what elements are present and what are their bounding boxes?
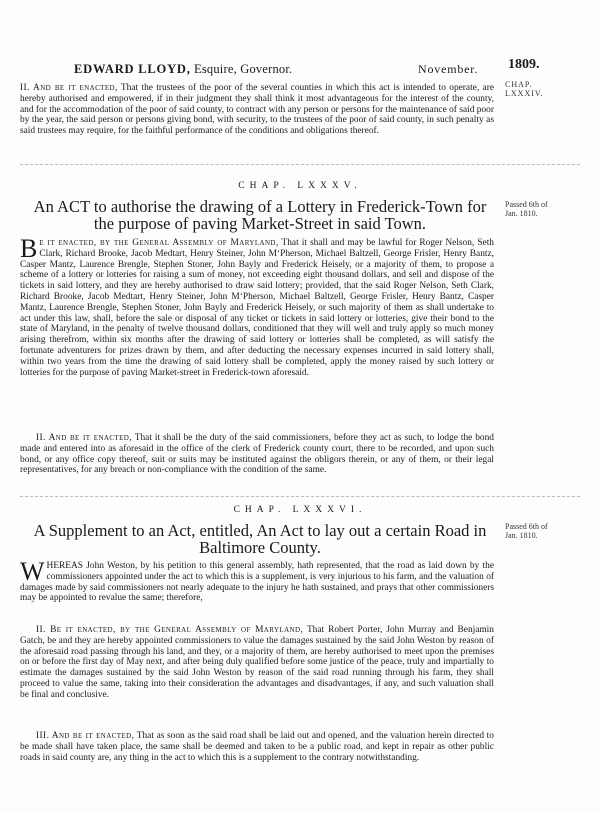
chapter-heading-76: CHAP. LXXXVI. bbox=[233, 505, 367, 515]
section-lead: III. And be it enacted, bbox=[36, 731, 135, 741]
margin-passed-75: Passed 6th of Jan. 1810. bbox=[505, 200, 548, 218]
chap-75-section-1 bbox=[20, 234, 494, 378]
chap-76-section-1 bbox=[20, 557, 494, 604]
governor-title: Esquire, Governor. bbox=[190, 62, 293, 76]
section-text: That it shall be the duty of the said commissioners, before they act as such, to lodge the bond made and entered into as aforesaid in the office of the clerk of Frederick county court, there to be recorded, and upon such bond, or any office copy thereof, suit or suits may be instituted against the obligors therein, or any of them, or their legal representatives, for any breach or non-compliance with the condition of the same. bbox=[20, 433, 494, 476]
section-lead: II. And be it enacted, bbox=[20, 83, 118, 93]
chap-76-section-2 bbox=[20, 625, 494, 701]
section-text: That as soon as the said road shall be laid out and opened, and the valuation herein directed to be made shall have taken place, the same shall be deemed and taken to be a public road, and kept in repair as other public roads in said county are, any thing in the act to which this is a supplement to the contrary notwithstanding. bbox=[20, 731, 494, 763]
section-divider bbox=[20, 164, 580, 165]
section-text: HEREAS John Weston, by his petition to this general assembly, hath represented, that the road as laid down by the commissioners appointed under the act to which this is a supplement, is very injurious to his farm, and the valuation of damages made by said commissioners not nearly adequate to the injury he hath sustained, and prays that other commissioners may be appointed to revalue the same; therefore, bbox=[20, 561, 494, 604]
drop-cap: B bbox=[20, 234, 38, 263]
section-lead: II. Be it enacted, by the General Assembly of Maryland, bbox=[36, 625, 304, 635]
section-divider bbox=[20, 496, 580, 497]
governor-name: EDWARD LLOYD, bbox=[74, 62, 191, 76]
section-lead: II. And be it enacted, bbox=[36, 433, 132, 443]
section-text: That Robert Porter, John Murray and Benjamin Gatch, be and they are hereby appointed commissioners to value the damages sustained by the said John Weston by reason of the aforesaid road passing through his land, and they, or a majority of them, are hereby authorised to meet upon the premises on or before the first day of May next, and after being duly qualified before some justice of the peace, truly and impartially to estimate the damages sustained by the said John Weston by reason of the said road running through his farm, they shall proceed to value the same, taking into their consideration the advantages and disadvantages, if any, and such valuation shall be final and conclusive. bbox=[20, 625, 494, 700]
chap-75-section-2 bbox=[20, 433, 494, 476]
section-text: That the trustees of the poor of the several counties in which this act is intended to operate, are hereby authorised and empowered, if in their judgment they shall think it most advantageous for the interest of the county, and for the accommodation of the poor of said county, to contract with any person or persons for the maintenance of said poor by the year, the said person or persons giving bond, with security, to the trustees of the poor of said county, in such penalty as said trustees may require, for the faithful performance of the conditions and obligations thereof. bbox=[20, 83, 494, 137]
act-title-76: A Supplement to an Act, entitled, An Act to lay out a certain Road in Baltimore County. bbox=[33, 521, 487, 557]
margin-passed-76: Passed 6th of Jan. 1810. bbox=[505, 522, 548, 540]
header-year: 1809. bbox=[508, 57, 540, 72]
chapter-heading-75: CHAP. LXXXV. bbox=[238, 181, 362, 191]
margin-chap-ref: CHAP. LXXXIV. bbox=[505, 80, 544, 98]
header-month: November. bbox=[418, 62, 479, 76]
section-lead: e it enacted, by the General Assembly of Maryland, bbox=[39, 238, 279, 248]
section-ii-chap-84 bbox=[20, 83, 494, 137]
section-text: That it shall and may be lawful for Roger Nelson, Seth Clark, Richard Brooke, Jacob Medtart, Henry Steiner, John M‘Pherson, Michael Baltzell, George Frisler, Henry Bantz, Casper Mantz, Laurence Brengle, Stephen Stoner, John Bayly and Frederick Heisely, or a majority of them, to propose a scheme of a lottery or lotteries for raising a sum of money, not exceeding eight thousand dollars, and sell and dispose of the tickets in said lottery, and they are hereby authorised to draw said lottery; provided, that the said Roger Nelson, Seth Clark, Richard Brooke, Jacob Medtart, Henry Steiner, John M‘Pherson, Michael Baltzell, George Frisler, Henry Bantz, Casper Mantz, Laurence Brengle, Stephen Stoner, John Bayly and Frederick Heisely, or such majority of them as shall undertake to act under this law, shall, before the sale or disposal of any ticket or tickets in said lottery or lotteries, give their bond to the state of Maryland, in the penalty of twelve thousand dollars, conditioned that they will well and truly apply so much money arising therefrom, within six months after the drawing of said lottery or lotteries shall be completed, as will satisfy the fortunate adventurers for prizes drawn by them, and after deducting the necessary expenses incurred in said lottery shall, within two years from the time the drawing of said lottery shall be completed, apply the money raised by such lottery or lotteries for the purpose of paving Market-street in Frederick-town aforesaid. bbox=[20, 238, 494, 378]
drop-cap: W bbox=[20, 557, 45, 586]
chap-76-section-3 bbox=[20, 731, 494, 763]
act-title-75: An ACT to authorise the drawing of a Lottery in Frederick-Town for the purpose of paving Market-Street in said Town. bbox=[33, 197, 487, 233]
